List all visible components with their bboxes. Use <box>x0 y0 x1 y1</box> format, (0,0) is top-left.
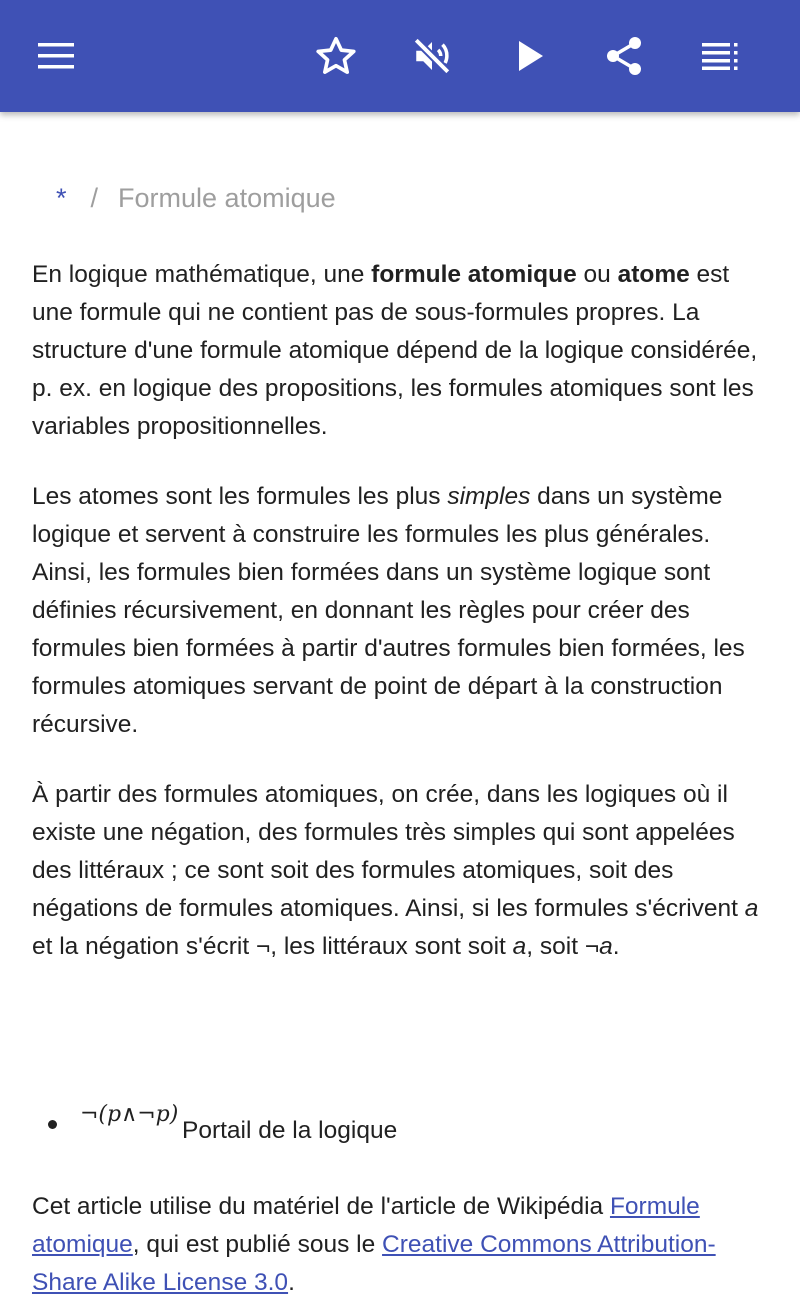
volume-off-icon <box>411 35 453 77</box>
license-link[interactable]: Creative Commons Attribution-Share Alike License 3.0 <box>32 1231 716 1296</box>
breadcrumb <box>56 180 336 216</box>
menu-button[interactable] <box>24 24 88 88</box>
article-body <box>32 256 772 998</box>
breadcrumb-current: Formule atomique <box>118 183 336 213</box>
play-button[interactable] <box>498 24 562 88</box>
portal-label: Portail de la logique <box>182 1117 398 1144</box>
list-icon <box>700 42 740 70</box>
play-icon <box>515 39 545 73</box>
paragraph-atoms: Les atomes sont les formules les plus simples dans un système logique et servent à construire les formules les plus générales. Ainsi, les formules bien formées dans un système logique sont définies récursivement, en donnant les règles pour créer des formules bien formées à partir d'autres formules bien formées, les formules atomiques servant de point de départ à la construction récursive. <box>32 483 745 738</box>
term-formule-atomique: formule atomique <box>371 261 577 288</box>
hamburger-menu-icon <box>36 42 76 70</box>
bullet-icon <box>48 1120 57 1129</box>
app-bar <box>0 0 800 112</box>
share-button[interactable] <box>592 24 656 88</box>
paragraph-literals: À partir des formules atomiques, on crée, dans les logiques où il existe une négation, des formules très simples qui sont appelées des littéraux ; ce sont soit des formules atomiques, soit des négations de formules atomiques. Ainsi, si les formules s'écrivent a et la négation s'écrit ¬, les littéraux sont soit a, soit ¬a. <box>32 781 759 960</box>
paragraph-intro: En logique mathématique, une formule atomique ou atome est une formule qui ne contient pas de sous-formules propres. La structure d'une formule atomique dépend de la logique considérée, p. ex. en logique des propositions, les formules atomiques sont les variables propositionnelles. <box>32 261 758 440</box>
wikipedia-article-link[interactable]: Formule atomique <box>32 1193 700 1258</box>
breadcrumb-home-link[interactable]: * <box>56 183 67 213</box>
article-content <box>0 112 800 1296</box>
breadcrumb-separator: / <box>90 183 99 213</box>
license-notice: Cet article utilise du matériel de l'article de Wikipédia Formule atomique, qui est publié sous le Creative Commons Attribution-Share Alike License 3.0. <box>32 1193 716 1296</box>
share-icon <box>604 35 644 77</box>
term-atome: atome <box>617 261 690 288</box>
emphasis-simples: simples <box>447 483 531 510</box>
favorite-button[interactable] <box>304 24 368 88</box>
table-of-contents-button[interactable] <box>688 24 752 88</box>
mute-button[interactable] <box>400 24 464 88</box>
star-outline-icon <box>314 34 358 78</box>
portal-formula: ¬(p∧¬p) <box>80 1102 179 1127</box>
